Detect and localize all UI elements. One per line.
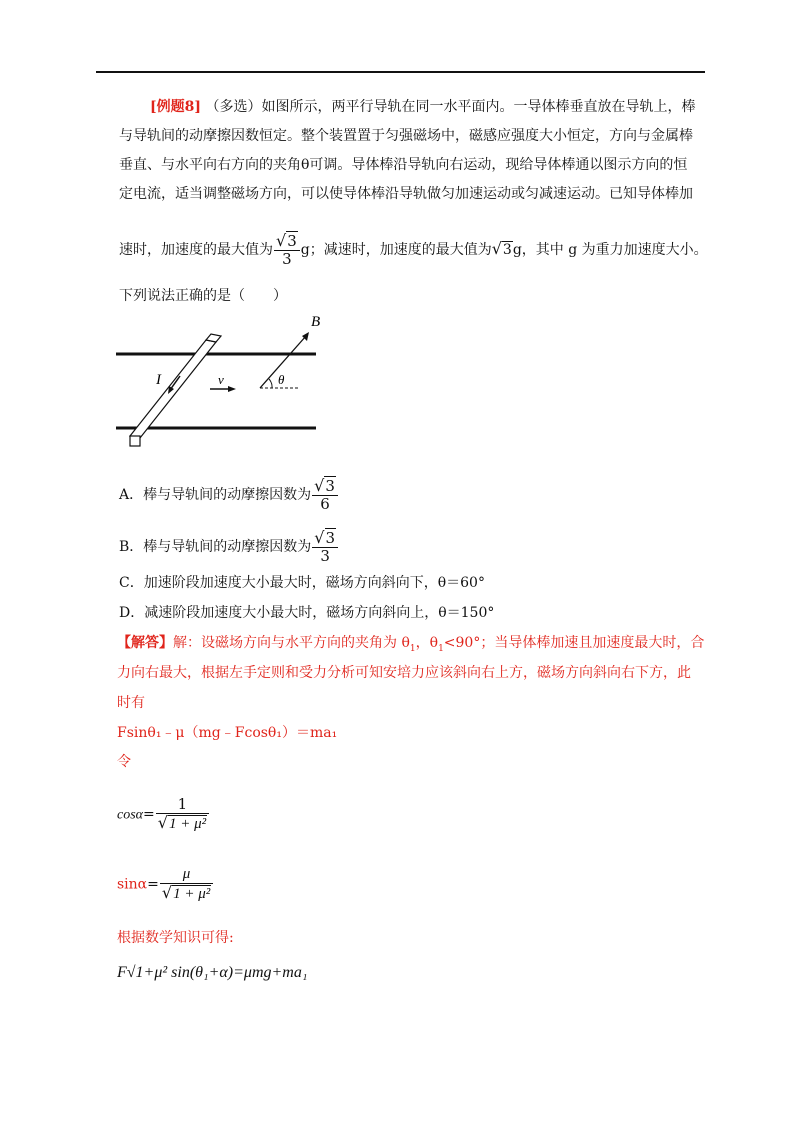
answer-line-3: 时有	[117, 695, 145, 711]
answer-line-1: 【解答】解：设磁场方向与水平方向的夹角为 $\theta_1$，$\theta_1<90^\circ$；当导体棒加速且加速度最大时，合	[117, 635, 705, 654]
final-equation: F√1+μ² sin(θ₁+α)=μmg+ma₁	[117, 964, 308, 981]
cos-alpha-definition: cosα= $\frac{1}{\text{√1 + μ²}}$	[117, 796, 210, 833]
sqrt3: √3	[491, 239, 512, 258]
option-d: D．减速阶段加速度大小最大时，磁场方向斜向上，θ＝150°	[119, 605, 495, 621]
answer-line-2: 力向右最大，根据左手定则和受力分析可知安培力应该斜向右上方，磁场方向斜向右下方，此	[117, 665, 691, 681]
rail-diagram	[112, 312, 332, 452]
sin-alpha-definition: sinα= $\frac{\mu}{\text{√1 + μ²}}$	[117, 866, 214, 903]
label-theta: θ	[278, 372, 285, 387]
label-B: B	[311, 314, 321, 330]
option-b: B．棒与导轨间的动摩擦因数为 $\frac{√3}{3}$	[119, 529, 339, 565]
fraction-sqrt3-over-3: $\frac{√3}{3}$	[274, 232, 300, 268]
label-I: I	[156, 372, 161, 388]
question-line-3: 垂直、与水平向右方向的夹角θ可调。导体棒沿导轨向右运动，现给导体棒通以图示方向的恒	[119, 157, 688, 173]
question-line-2: 与导轨间的动摩擦因数恒定。整个装置置于匀强磁场中，磁感应强度大小恒定，方向与金属棒	[119, 128, 693, 144]
equation-1: Fsinθ₁﹣μ（mg﹣Fcosθ₁）＝ma₁	[117, 725, 338, 741]
example-tag: [例题8]	[150, 99, 201, 115]
derive-text: 根据数学知识可得:	[117, 930, 234, 946]
label-v: v	[218, 372, 224, 387]
theta-arc	[269, 379, 272, 388]
question-line-4: 定电流，适当调整磁场方向，可以使导体棒沿导轨做匀加速运动或匀减速运动。已知导体棒加	[119, 186, 693, 202]
option-c: C．加速阶段加速度大小最大时，磁场方向斜向下，θ＝60°	[119, 575, 485, 591]
question-line-6: 下列说法正确的是（ ）	[119, 288, 287, 304]
question-line-5: 速时，加速度的最大值为 $\frac{√3}{3}$ g；减速时，加速度的最大值为√3g，其中 g 为重力加速度大小。	[119, 231, 708, 268]
header-rule	[96, 71, 705, 73]
question-line-1: [例题8] （多选）如图所示，两平行导轨在同一水平面内。一导体棒垂直放在导轨上，棒	[150, 99, 696, 115]
let-word: 令	[117, 754, 131, 770]
rod-end	[130, 436, 140, 446]
option-a: A．棒与导轨间的动摩擦因数为 $\frac{√3}{6}$	[119, 477, 339, 513]
